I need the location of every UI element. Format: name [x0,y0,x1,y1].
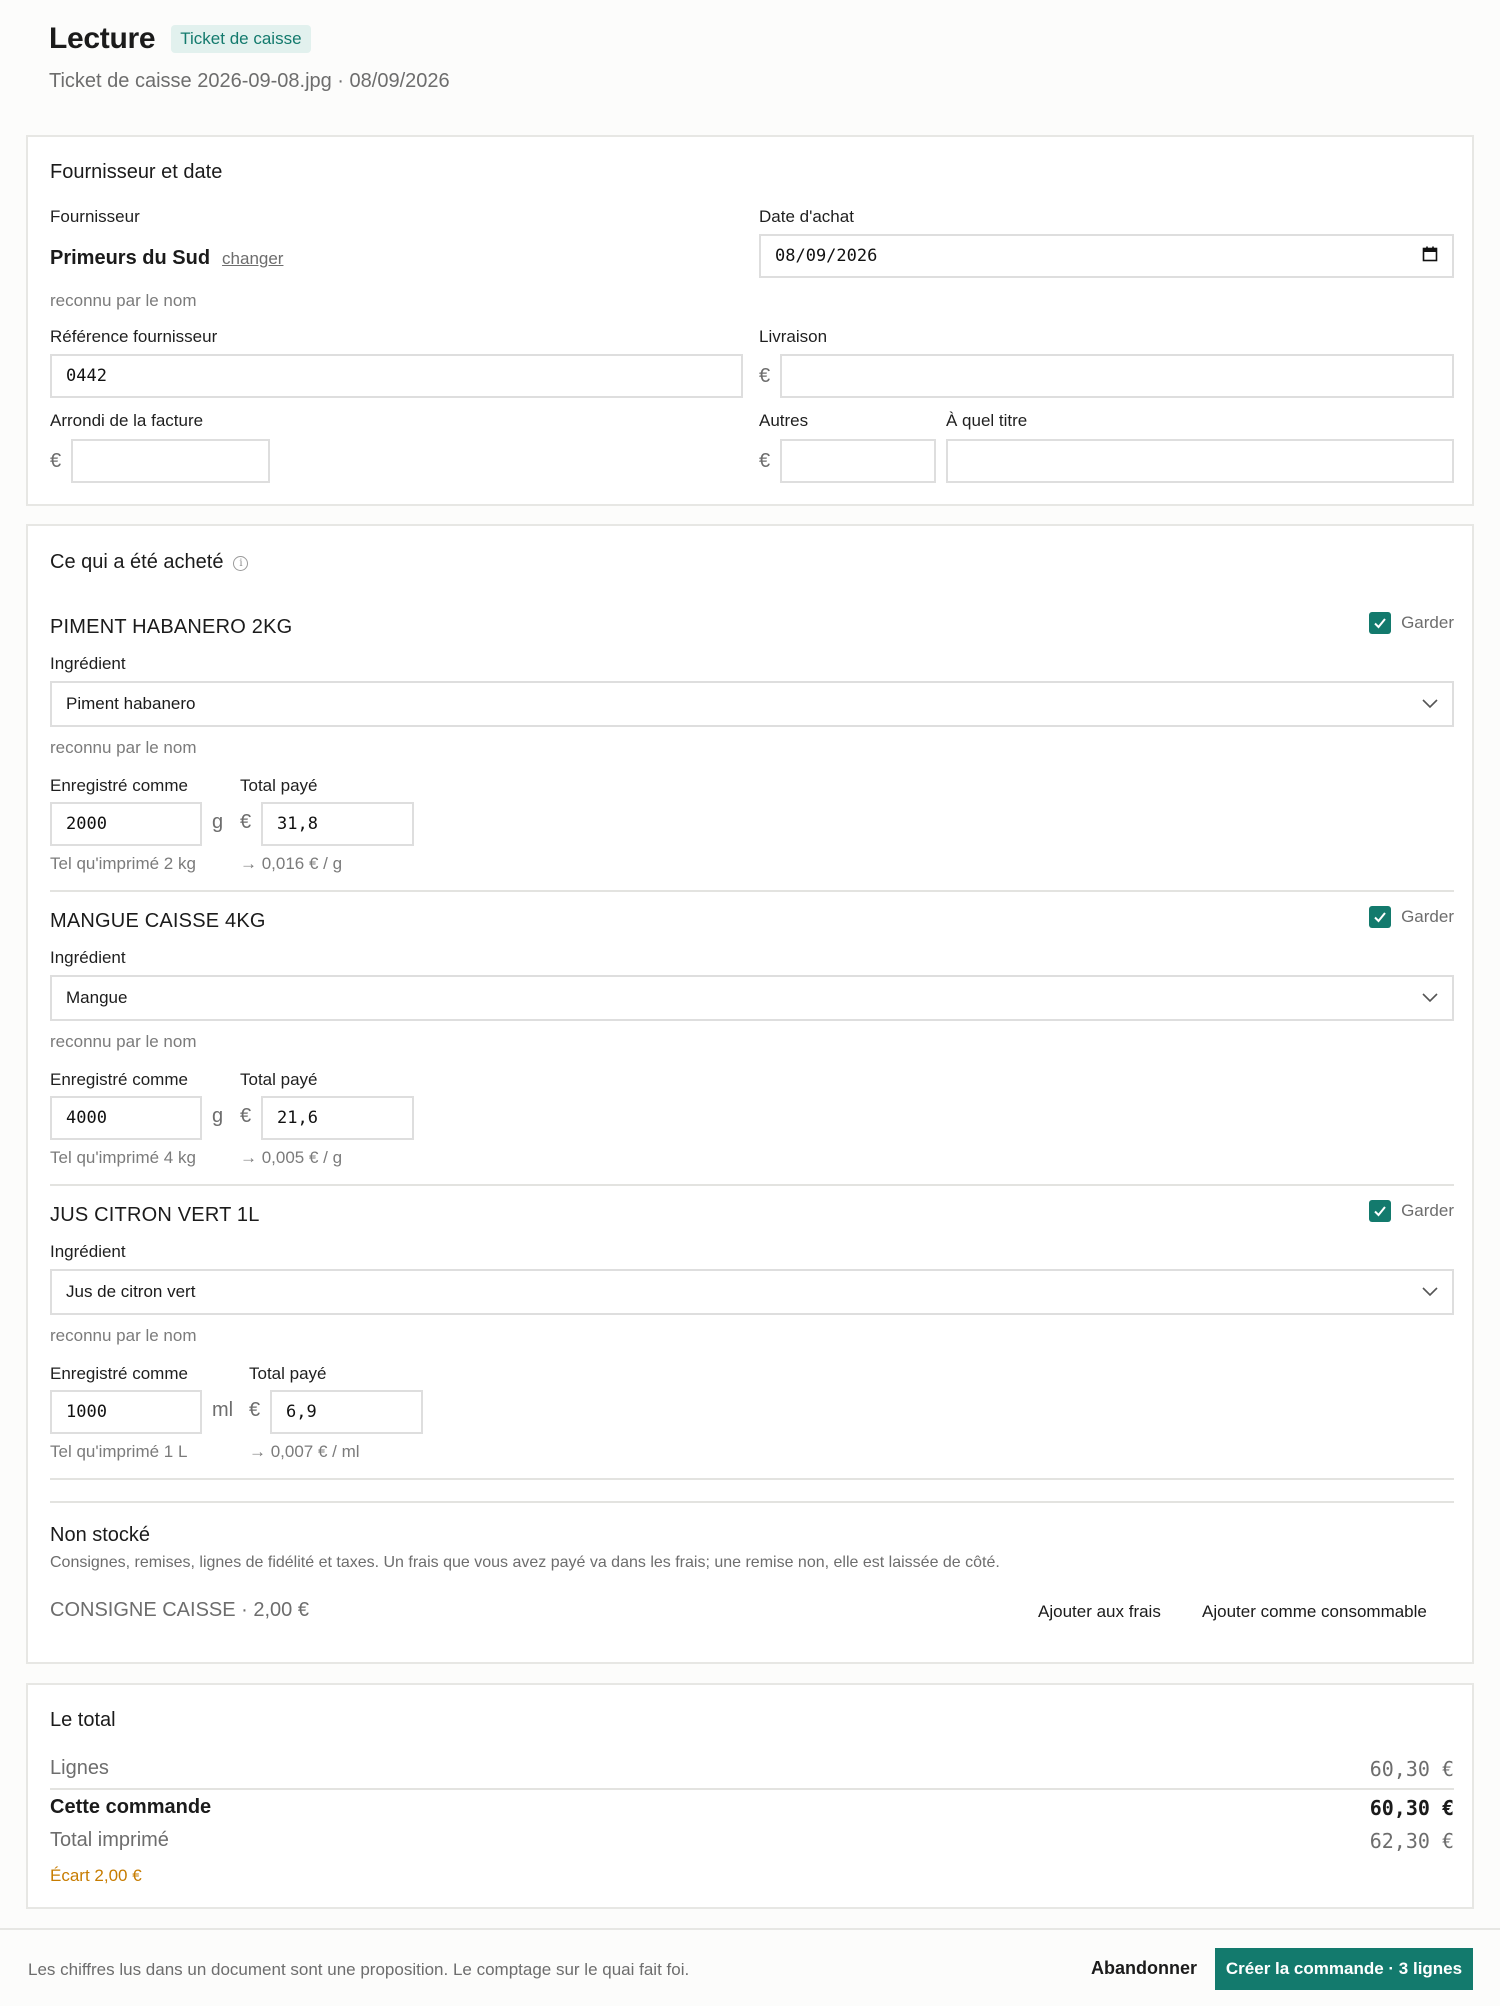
cancel-button[interactable]: Abandonner [1091,1958,1197,1978]
document-type-badge: Ticket de caisse [171,25,310,53]
supplier-name: Primeurs du Sud [50,247,211,269]
purchase-item [50,907,1454,1170]
unit-price: → 0,016 € / g [240,854,343,873]
total-paid-label: Total payé [240,776,318,795]
supplier-card [26,135,1474,506]
total-currency: € [240,1105,252,1127]
purchases-title-text: Ce qui a été acheté [50,551,224,573]
purchases-card-title [50,551,248,574]
delivery-currency: € [759,365,771,387]
total-card [26,1683,1474,1909]
keep-label: Garder [1401,1201,1454,1220]
printed-as: Tel qu'imprimé 2 kg [50,854,196,873]
quantity-input[interactable]: 1000 [50,1390,202,1434]
chevron-down-icon [1422,694,1438,714]
unit-price: → 0,005 € / g [240,1148,343,1167]
printed-total-label: Total imprimé [50,1829,169,1851]
total-paid-input[interactable]: 31,8 [261,802,414,846]
add-to-fees-button[interactable]: Ajouter aux frais [1038,1602,1161,1621]
supplier-row [50,247,283,270]
non-stocked-title: Non stocké [50,1524,151,1546]
date-value: 08/09/2026 [775,246,878,266]
ingredient-select[interactable] [50,681,1454,727]
ingredient-select[interactable] [50,1269,1454,1315]
non-stocked-description: Consignes, remises, lignes de fidélité et taxes. Un frais que vous avez payé va dans les frais; une remise non, elle est laissée de côté. [50,1554,1000,1571]
order-label: Cette commande [50,1796,212,1818]
delivery-input[interactable] [780,354,1454,398]
reference-input[interactable] [50,354,743,398]
ingredient-hint: reconnu par le nom [50,1326,197,1345]
supplier-label: Fournisseur [50,207,140,226]
others-input[interactable] [780,439,936,483]
ingredient-value: Piment habanero [66,694,196,713]
order-total-row [50,1796,1454,1820]
add-as-consumable-button[interactable]: Ajouter comme consommable [1202,1602,1427,1621]
footer-note: Les chiffres lus dans un document sont une proposition. Le comptage sur le quai fait foi. [28,1960,690,1979]
item-divider [50,890,1454,892]
total-divider [50,1788,1454,1790]
unit-label: ml [212,1399,234,1421]
supplier-card-title: Fournisseur et date [50,161,223,183]
reason-input[interactable] [946,439,1454,483]
ingredient-label: Ingrédient [50,1242,126,1261]
footer-bar [0,1928,1500,2006]
reference-label: Référence fournisseur [50,327,218,346]
keep-toggle[interactable] [1369,1200,1454,1222]
calendar-icon[interactable] [1422,246,1438,267]
item-name: MANGUE CAISSE 4KG [50,910,266,932]
order-value: 60,30 € [1369,1796,1454,1820]
quantity-input[interactable]: 4000 [50,1096,202,1140]
purchase-item [50,613,1454,876]
reason-label: À quel titre [946,411,1028,430]
total-currency: € [240,811,252,833]
item-name: PIMENT HABANERO 2KG [50,616,293,638]
change-supplier-link[interactable]: changer [222,249,284,268]
info-icon[interactable]: i [233,556,248,571]
total-paid-input[interactable]: 6,9 [270,1390,423,1434]
lines-total-row [50,1757,1454,1781]
keep-label: Garder [1401,907,1454,926]
printed-as: Tel qu'imprimé 1 L [50,1442,188,1461]
checkmark-icon [1373,616,1387,630]
ingredient-hint: reconnu par le nom [50,1032,197,1051]
purchase-item [50,1201,1454,1464]
unit-label: g [212,1105,224,1127]
chevron-down-icon [1422,988,1438,1008]
date-input[interactable] [759,234,1454,278]
recorded-label: Enregistré comme [50,1070,188,1089]
checkmark-icon [1373,1204,1387,1218]
item-divider [50,1478,1454,1480]
ingredient-select[interactable] [50,975,1454,1021]
delivery-label: Livraison [759,327,828,346]
others-currency: € [759,450,771,472]
non-stocked-line: CONSIGNE CAISSE · 2,00 € [50,1599,309,1621]
unit-price: → 0,007 € / ml [249,1442,360,1461]
recorded-label: Enregistré comme [50,776,188,795]
others-label: Autres [759,411,809,430]
unit-label: g [212,811,224,833]
ingredient-value: Mangue [66,988,128,1007]
supplier-hint: reconnu par le nom [50,291,197,310]
ingredient-hint: reconnu par le nom [50,738,197,757]
recorded-label: Enregistré comme [50,1364,188,1383]
total-paid-label: Total payé [240,1070,318,1089]
lines-value: 60,30 € [1369,1757,1454,1781]
rounding-input[interactable] [71,439,270,483]
printed-total-row [50,1829,1454,1853]
keep-checkbox[interactable] [1369,612,1391,634]
page-header [49,22,450,93]
item-divider [50,1184,1454,1186]
total-paid-label: Total payé [249,1364,327,1383]
checkmark-icon [1373,910,1387,924]
printed-total-value: 62,30 € [1369,1829,1454,1853]
quantity-input[interactable]: 2000 [50,802,202,846]
purchases-card [26,524,1474,1664]
chevron-down-icon [1422,1282,1438,1302]
file-subtitle: Ticket de caisse 2026-09-08.jpg · 08/09/2026 [49,70,450,92]
section-divider [50,1501,1454,1503]
total-currency: € [249,1399,261,1421]
keep-checkbox[interactable] [1369,906,1391,928]
rounding-currency: € [50,450,62,472]
ingredient-label: Ingrédient [50,948,126,967]
ingredient-label: Ingrédient [50,654,126,673]
item-name: JUS CITRON VERT 1L [50,1204,260,1226]
create-order-button[interactable]: Créer la commande · 3 lignes [1215,1948,1473,1990]
keep-toggle[interactable] [1369,612,1454,634]
ingredient-value: Jus de citron vert [66,1282,196,1301]
keep-label: Garder [1401,613,1454,632]
printed-as: Tel qu'imprimé 4 kg [50,1148,196,1167]
gap-warning: Écart 2,00 € [50,1866,142,1885]
rounding-label: Arrondi de la facture [50,411,204,430]
reference-value: 0442 [66,366,107,386]
total-card-title: Le total [50,1709,116,1731]
page-title: Lecture [49,22,156,55]
total-paid-input[interactable]: 21,6 [261,1096,414,1140]
keep-toggle[interactable] [1369,906,1454,928]
date-label: Date d'achat [759,207,854,226]
lines-label: Lignes [50,1757,109,1779]
keep-checkbox[interactable] [1369,1200,1391,1222]
